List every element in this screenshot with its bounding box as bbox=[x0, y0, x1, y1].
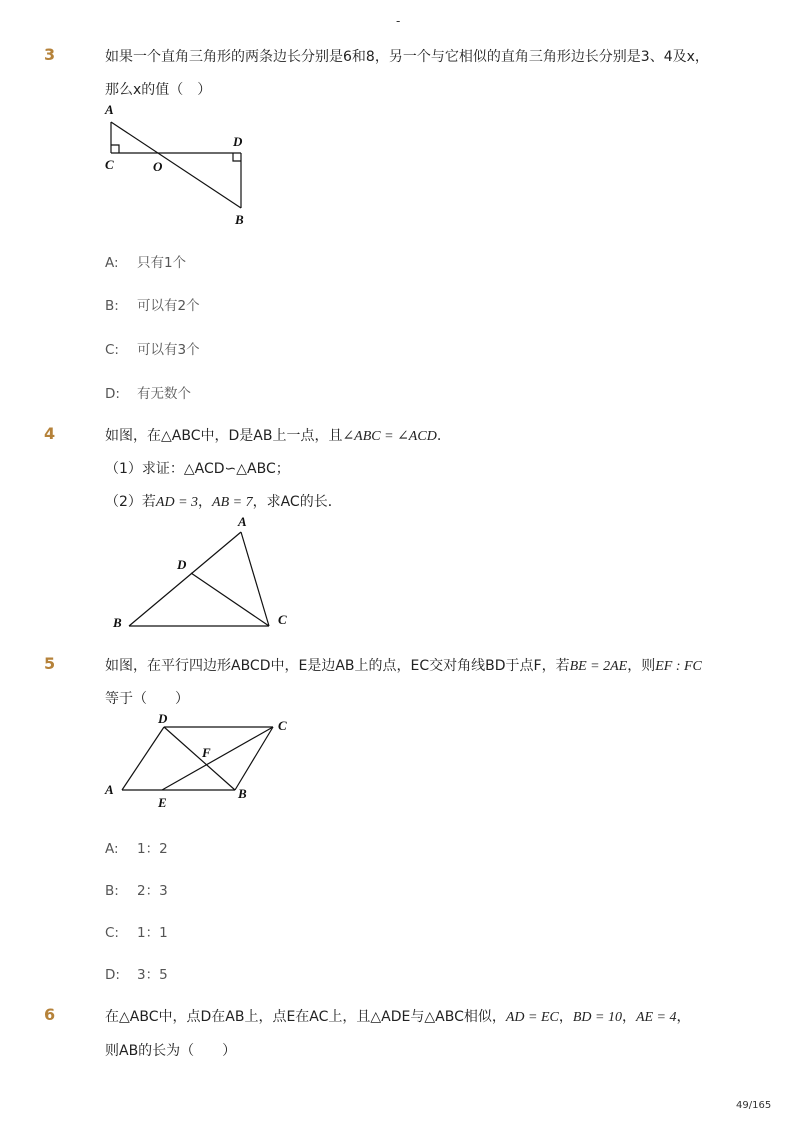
option-key: B: bbox=[105, 298, 119, 314]
figure-label-b: B bbox=[238, 786, 247, 801]
question-text: 如图，在平行四边形ABCD中，E是边AB上的点，EC交对角线BD于点F，若 bbox=[105, 658, 570, 674]
figure-label-d: D bbox=[233, 134, 243, 149]
math-expression: EF : FC bbox=[655, 659, 702, 674]
question-text: ， bbox=[198, 494, 213, 510]
question-3-line-1: 如果一个直角三角形的两条边长分别是6和8，另一个与它相似的直角三角形边长分别是3、4及x， bbox=[105, 49, 709, 65]
figure-label-d: D bbox=[158, 711, 168, 726]
segment-ec bbox=[162, 727, 273, 790]
option-text: 3：5 bbox=[137, 967, 168, 983]
question-number-5: 5 bbox=[44, 654, 56, 673]
segment-ad bbox=[122, 727, 164, 790]
question-text: 在△ABC中，点D在AB上，点E在AC上，且△ADE与△ABC相似， bbox=[105, 1009, 506, 1025]
math-expression: ∠ABC = ∠ACD bbox=[342, 429, 437, 444]
option-d[interactable] bbox=[105, 963, 168, 983]
option-text: 可以有3个 bbox=[137, 342, 200, 358]
segment-dc bbox=[191, 573, 269, 626]
option-key: A: bbox=[105, 255, 119, 271]
question-number-6: 6 bbox=[44, 1005, 56, 1024]
right-angle-mark-c bbox=[111, 145, 119, 153]
option-text: 1：1 bbox=[137, 925, 168, 941]
figure-label-b: B bbox=[235, 212, 244, 227]
question-5-line-2: 等于（ ） bbox=[105, 691, 189, 707]
option-a[interactable] bbox=[105, 837, 168, 857]
option-c[interactable] bbox=[105, 921, 168, 941]
option-text: 只有1个 bbox=[137, 255, 187, 271]
option-text: 1：2 bbox=[137, 841, 168, 857]
figure-label-a: A bbox=[105, 102, 114, 117]
question-4-figure bbox=[105, 510, 305, 635]
option-text: 有无数个 bbox=[137, 386, 191, 402]
option-d[interactable] bbox=[105, 382, 191, 402]
segment-ab bbox=[111, 122, 241, 208]
option-b[interactable] bbox=[105, 879, 168, 899]
question-text: ，求AC的长． bbox=[252, 494, 342, 510]
segment-ac bbox=[241, 532, 269, 626]
question-text: 如图，在 bbox=[105, 428, 161, 444]
option-key: D: bbox=[105, 386, 120, 402]
option-key: A: bbox=[105, 841, 119, 857]
math-expression: BE = 2AE bbox=[569, 659, 628, 674]
math-expression: AB = 7 bbox=[212, 495, 253, 510]
question-text: ，则 bbox=[627, 658, 656, 674]
figure-label-c: C bbox=[105, 157, 114, 172]
question-6-line-2: 则AB的长为（ ） bbox=[105, 1043, 237, 1059]
question-text: ， bbox=[621, 1009, 636, 1025]
figure-label-c: C bbox=[278, 718, 287, 733]
segment-db bbox=[164, 727, 235, 790]
math-expression: AE = 4 bbox=[635, 1010, 677, 1025]
question-number-4: 4 bbox=[44, 424, 56, 443]
question-text: . bbox=[436, 428, 442, 444]
page-indicator: 49/165 bbox=[736, 1100, 772, 1111]
figure-label-o: O bbox=[153, 159, 163, 174]
question-text: ， bbox=[558, 1009, 573, 1025]
question-5-line-1 bbox=[105, 655, 702, 675]
question-4-line-1 bbox=[105, 425, 441, 445]
figure-label-f: F bbox=[202, 745, 211, 760]
question-text: ， bbox=[676, 1009, 691, 1025]
option-b[interactable] bbox=[105, 294, 200, 314]
question-4-part-1: （1）求证：△ACD∽△ABC； bbox=[105, 461, 290, 477]
option-key: D: bbox=[105, 967, 120, 983]
question-text: （2）若 bbox=[105, 494, 156, 510]
option-key: C: bbox=[105, 342, 119, 358]
option-key: B: bbox=[105, 883, 119, 899]
option-text: 2：3 bbox=[137, 883, 168, 899]
figure-label-c: C bbox=[278, 612, 287, 627]
question-number-3: 3 bbox=[44, 45, 56, 64]
figure-label-b: B bbox=[113, 615, 122, 630]
header-mark: - bbox=[396, 14, 401, 28]
question-text: △ABC中，D是AB上一点，且 bbox=[161, 428, 343, 444]
figure-label-a: A bbox=[105, 782, 114, 797]
option-text: 可以有2个 bbox=[137, 298, 200, 314]
question-6-line-1 bbox=[105, 1006, 691, 1026]
math-expression: BD = 10 bbox=[572, 1010, 622, 1025]
segment-ba bbox=[129, 532, 241, 626]
math-expression: AD = EC bbox=[505, 1010, 559, 1025]
question-5-figure bbox=[100, 708, 300, 813]
figure-label-a: A bbox=[238, 514, 247, 529]
option-key: C: bbox=[105, 925, 119, 941]
math-expression: AD = 3 bbox=[155, 495, 199, 510]
question-4-part-2 bbox=[105, 491, 342, 511]
question-3-line-2: 那么x的值（ ） bbox=[105, 82, 212, 98]
segment-cb bbox=[235, 727, 273, 790]
option-c[interactable] bbox=[105, 338, 200, 358]
right-angle-mark-d bbox=[233, 153, 241, 161]
option-a[interactable] bbox=[105, 251, 186, 271]
figure-label-d: D bbox=[177, 557, 187, 572]
figure-label-e: E bbox=[158, 795, 167, 810]
question-3-figure bbox=[95, 98, 265, 233]
